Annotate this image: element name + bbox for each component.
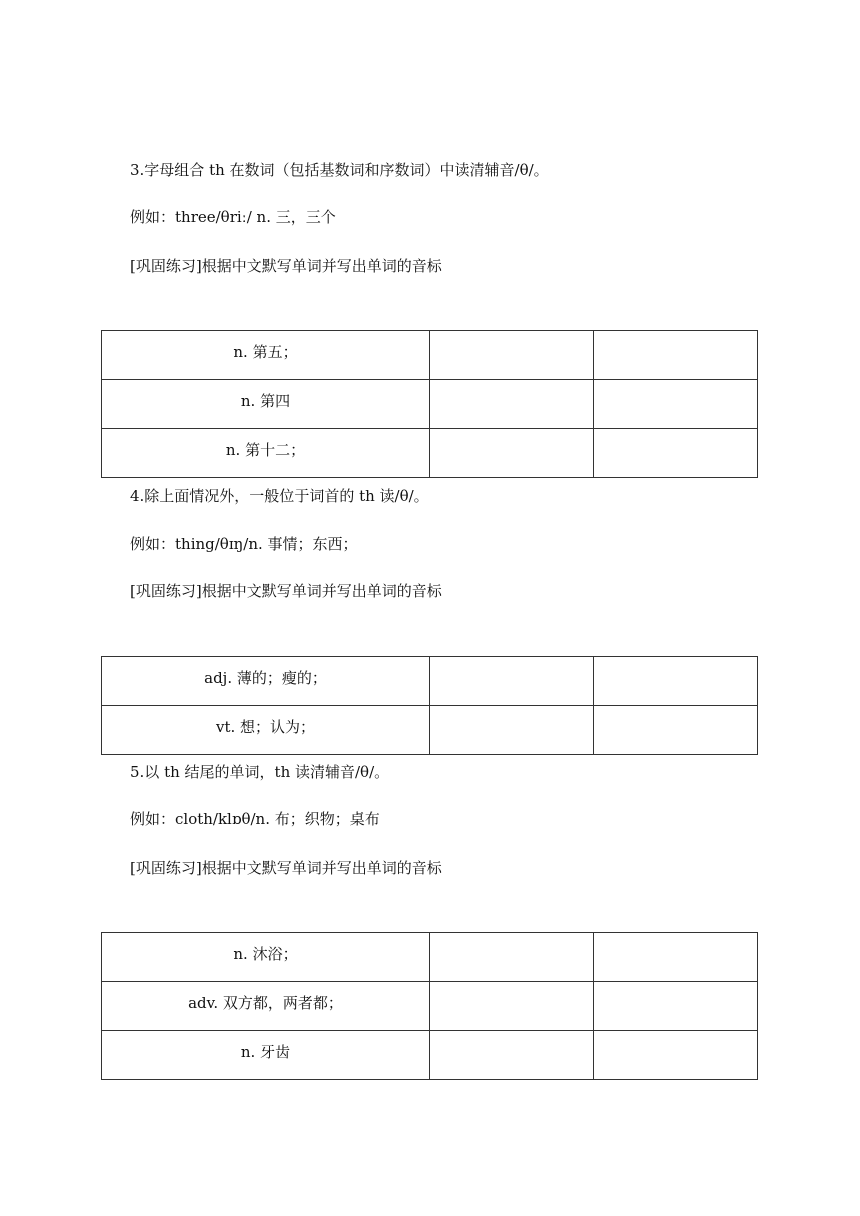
word-answer-cell[interactable] — [430, 933, 594, 982]
word-answer-cell[interactable] — [430, 380, 594, 429]
table-row — [102, 429, 758, 478]
table-row — [102, 657, 758, 706]
phonetic-answer-cell[interactable] — [594, 933, 758, 982]
phonetic-answer-cell[interactable] — [594, 429, 758, 478]
phonetic-answer-cell[interactable] — [594, 380, 758, 429]
exercise-5-instruction: [巩固练习]根据中文默写单词并写出单词的音标 — [130, 859, 442, 877]
table-row — [102, 331, 758, 380]
word-answer-cell[interactable] — [430, 657, 594, 706]
word-answer-cell[interactable] — [430, 982, 594, 1031]
meaning-cell: n. 牙齿 — [102, 1031, 430, 1080]
exercise-5-table — [101, 932, 758, 1080]
phonetic-answer-cell[interactable] — [594, 706, 758, 755]
table-row — [102, 982, 758, 1031]
table-row — [102, 1031, 758, 1080]
phonetic-answer-cell[interactable] — [594, 331, 758, 380]
example-4-text: 例如：thing/θɪŋ/n. 事情；东西； — [130, 535, 358, 553]
table-row — [102, 706, 758, 755]
exercise-4-instruction: [巩固练习]根据中文默写单词并写出单词的音标 — [130, 582, 442, 600]
word-answer-cell[interactable] — [430, 1031, 594, 1080]
phonetic-answer-cell[interactable] — [594, 1031, 758, 1080]
meaning-cell: n. 沐浴； — [102, 933, 430, 982]
table-row — [102, 933, 758, 982]
example-3-text: 例如：three/θriː/ n. 三，三个 — [130, 208, 336, 226]
meaning-cell: n. 第十二； — [102, 429, 430, 478]
exercise-4-table — [101, 656, 758, 755]
rule-3-text: 3.字母组合 th 在数词（包括基数词和序数词）中读清辅音/θ/。 — [130, 161, 549, 179]
word-answer-cell[interactable] — [430, 429, 594, 478]
word-answer-cell[interactable] — [430, 706, 594, 755]
meaning-cell: vt. 想；认为； — [102, 706, 430, 755]
meaning-cell: adv. 双方都，两者都； — [102, 982, 430, 1031]
table-row — [102, 380, 758, 429]
example-5-text: 例如：cloth/klɒθ/n. 布；织物；桌布 — [130, 810, 380, 828]
exercise-3-table — [101, 330, 758, 478]
meaning-cell: adj. 薄的；瘦的； — [102, 657, 430, 706]
word-answer-cell[interactable] — [430, 331, 594, 380]
meaning-cell: n. 第四 — [102, 380, 430, 429]
rule-5-text: 5.以 th 结尾的单词，th 读清辅音/θ/。 — [130, 763, 390, 781]
meaning-cell: n. 第五； — [102, 331, 430, 380]
exercise-3-instruction: [巩固练习]根据中文默写单词并写出单词的音标 — [130, 257, 442, 275]
phonetic-answer-cell[interactable] — [594, 657, 758, 706]
phonetic-answer-cell[interactable] — [594, 982, 758, 1031]
rule-4-text: 4.除上面情况外，一般位于词首的 th 读/θ/。 — [130, 487, 429, 505]
